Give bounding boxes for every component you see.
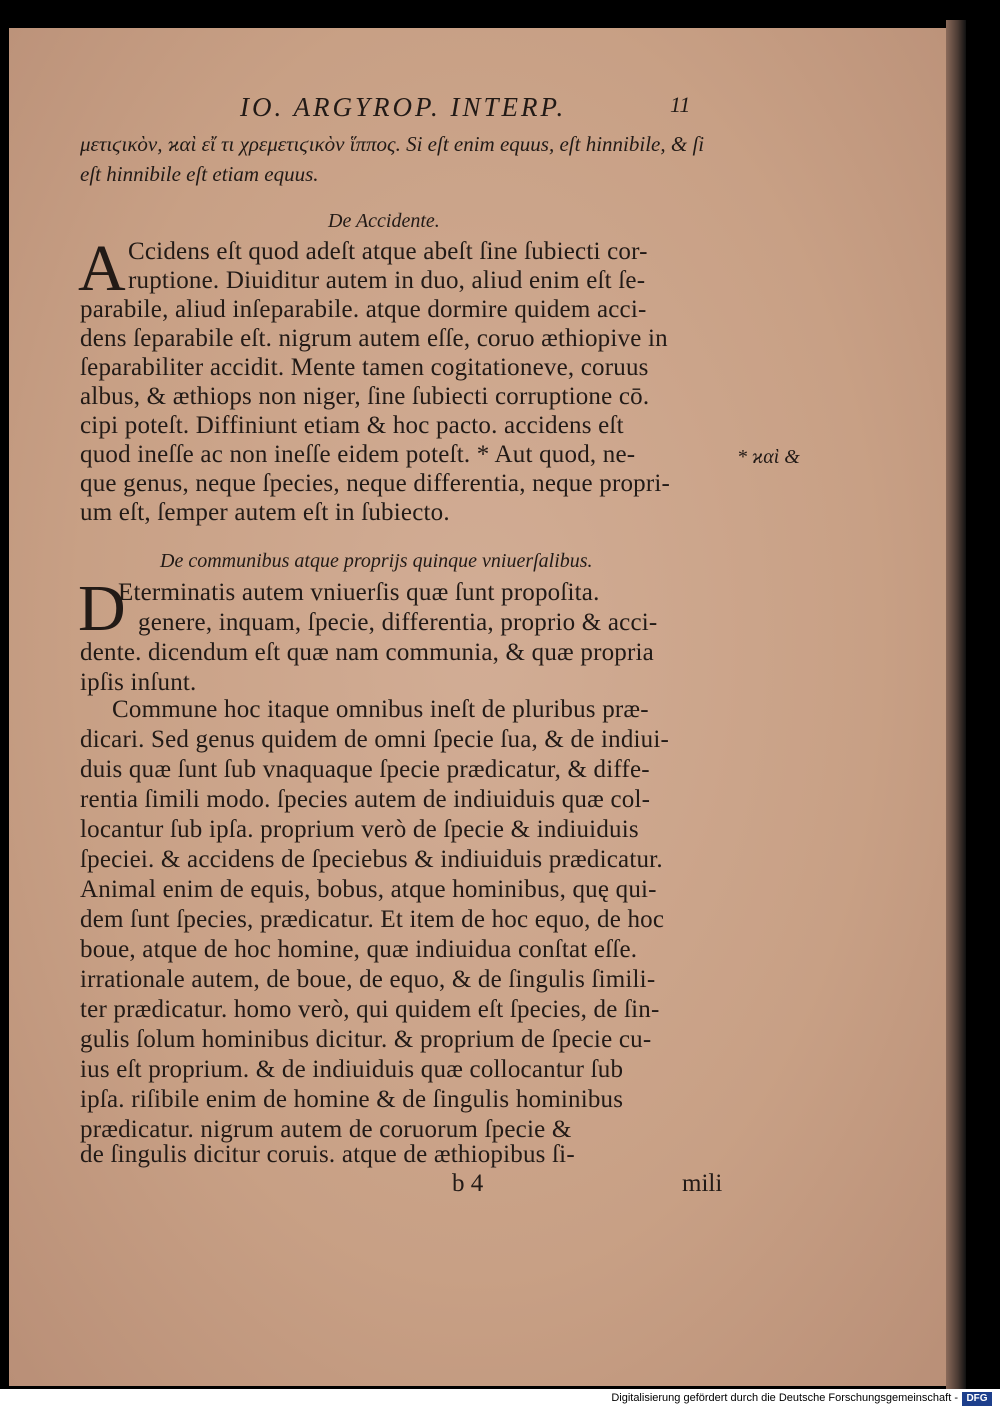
intro-line: eſt hinnibile eſt etiam equus. — [80, 162, 319, 186]
footer-bar — [0, 1389, 1000, 1411]
text-line: gulis ſolum hominibus dicitur. & proprium de ſpecie cu- — [80, 1026, 652, 1053]
folio-number: 11 — [670, 92, 691, 117]
text-line: dicari. Sed genus quidem de omni ſpecie ſua, & de indiui- — [80, 726, 670, 753]
dropcap-a: A — [78, 232, 126, 305]
page-edge-shadow — [946, 20, 966, 1389]
margin-note: * ϰαὶ & — [737, 446, 800, 468]
text-line: ipſis inſunt. — [80, 669, 197, 696]
text-line: dens ſeparabile eſt. nigrum autem eſſe, coruo æthiopive in — [80, 325, 668, 352]
text-line: um eſt, ſemper autem eſt in ſubiecto. — [80, 499, 450, 526]
catchword: mili — [682, 1170, 723, 1197]
text-line: duis quæ ſunt ſub vnaquaque ſpecie prædicatur, & diffe- — [80, 756, 650, 783]
text-line: dente. dicendum eſt quæ nam communia, & quæ propria — [80, 639, 654, 666]
text-line: boue, atque de hoc homine, quæ indiuidua conſtat eſſe. — [80, 936, 638, 963]
text-line: Animal enim de equis, bobus, atque hominibus, quę qui- — [80, 876, 657, 903]
text-line: parabile, aliud inſeparabile. atque dormire quidem acci- — [80, 296, 647, 323]
text-line: ipſa. riſibile enim de homine & de ſingulis hominibus — [80, 1086, 624, 1113]
text-line: ter prædicatur. homo verò, qui quidem eſt ſpecies, de ſin- — [80, 996, 660, 1023]
text-line: albus, & æthiops non niger, ſine ſubiecti corruptione cō. — [80, 383, 650, 410]
dropcap-d: D — [78, 572, 126, 645]
text-line: ſeparabiliter accidit. Mente tamen cogitationeve, coruus — [80, 354, 649, 381]
text-line: Commune hoc itaque omnibus ineſt de pluribus præ- — [112, 696, 649, 723]
dfg-logo-icon: DFG — [962, 1392, 992, 1406]
text-line: locantur ſub ipſa. proprium verò de ſpecie & indiuiduis — [80, 816, 639, 843]
text-line: de ſingulis dicitur coruis. atque de æthiopibus ſi- — [80, 1141, 575, 1168]
section-heading-accidente: De Accidente. — [328, 210, 440, 232]
text-line: dem ſunt ſpecies, prædicatur. Et item de hoc equo, de hoc — [80, 906, 665, 933]
text-line: cipi poteſt. Diffiniunt etiam & hoc pacto. accidens eſt — [80, 412, 624, 439]
page-header — [240, 92, 720, 132]
text-line: que genus, neque ſpecies, neque differentia, neque propri- — [80, 470, 671, 497]
text-line: ruptione. Diuiditur autem in duo, aliud enim eſt ſe- — [128, 267, 646, 294]
text-line: genere, inquam, ſpecie, differentia, proprio & acci- — [138, 609, 658, 636]
signature-mark: b 4 — [452, 1170, 484, 1197]
text-line: irrationale autem, de boue, de equo, & de ſingulis ſimili- — [80, 966, 656, 993]
footer-credit: Digitalisierung gefördert durch die Deutsche Forschungsgemeinschaft - — [611, 1392, 958, 1404]
text-line: Eterminatis autem vniuerſis quæ ſunt propoſita. — [118, 579, 600, 606]
text-line: quod ineſſe ac non ineſſe eidem poteſt. * Aut quod, ne- — [80, 441, 636, 468]
text-line: prædicatur. nigrum autem de coruorum ſpecie & — [80, 1116, 572, 1143]
text-line: rentia ſimili modo. ſpecies autem de indiuiduis quæ col- — [80, 786, 651, 813]
intro-line: μετιϛικὸν, ϰαὶ εἴ τι χρεμετιϛικὸν ἵππος. Si eſt enim equus, eſt hinnibile, & ſi — [80, 132, 705, 156]
section-heading-communibus: De communibus atque proprijs quinque vniuerſalibus. — [160, 550, 593, 572]
text-line: ſpeciei. & accidens de ſpeciebus & indiuiduis prædicatur. — [80, 846, 663, 873]
running-title: IO. ARGYROP. INTERP. — [240, 92, 567, 122]
text-line: Ccidens eſt quod adeſt atque abeſt ſine ſubiecti cor- — [128, 238, 648, 265]
text-line: ius eſt proprium. & de indiuiduis quæ collocantur ſub — [80, 1056, 624, 1083]
